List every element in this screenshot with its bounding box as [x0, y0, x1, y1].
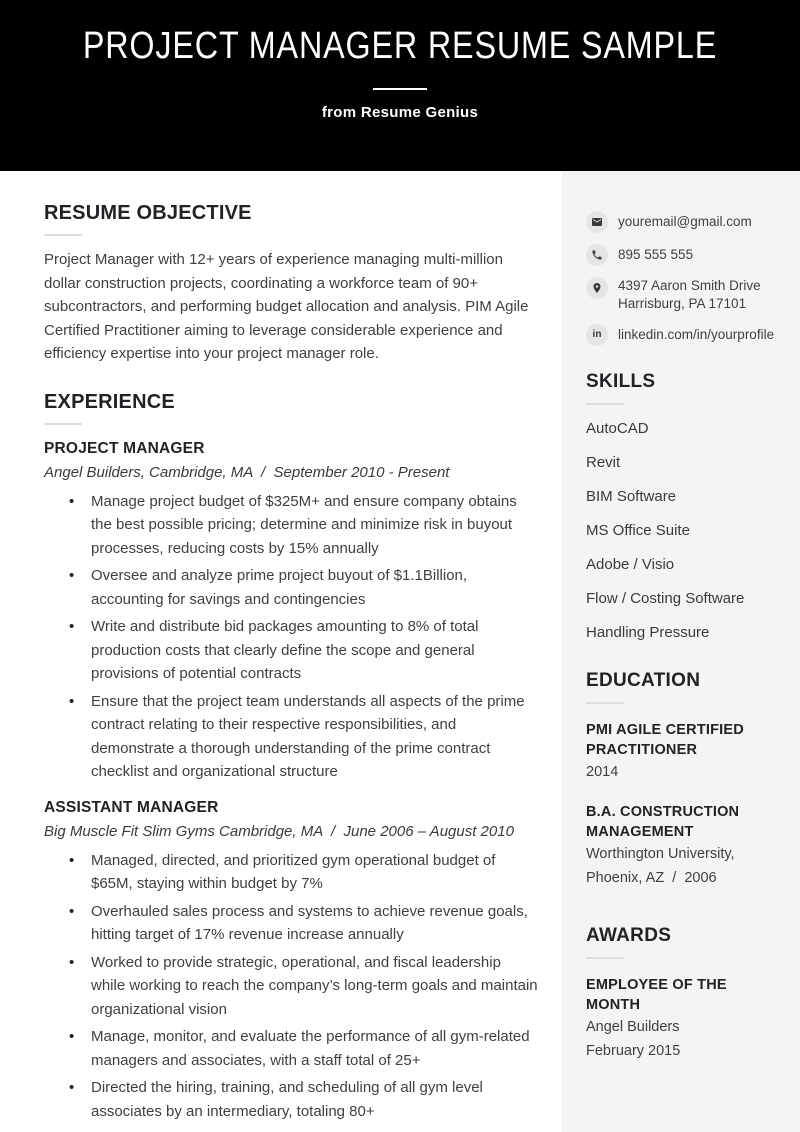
contact-linkedin: linkedin.com/in/yourprofile — [618, 327, 775, 342]
awards-heading: AWARDS — [586, 925, 672, 946]
job-bullet-list — [44, 849, 538, 1124]
section-resume-objective — [44, 201, 538, 366]
contact-phone: 895 555 555 — [618, 247, 694, 262]
heading-underline — [586, 957, 624, 959]
award-entry-detail: February 2015 — [586, 1043, 681, 1059]
education-heading: EDUCATION — [586, 670, 701, 691]
bullet-item: • Worked to provide strategic, operational, and fiscal leadership while working to reach the company’s long-term goals and maintain organizational vision — [91, 951, 538, 1022]
sidebar — [562, 171, 800, 1132]
contact-row-email — [586, 211, 782, 233]
main-column — [0, 171, 562, 1132]
linkedin-icon: in — [586, 324, 608, 346]
award-entry — [586, 975, 782, 1063]
skill-item: AutoCAD — [586, 420, 649, 437]
contact-row-linkedin — [586, 324, 782, 346]
job-bullet-list — [44, 490, 538, 784]
header-banner — [0, 0, 800, 171]
job-meta: Big Muscle Fit Slim Gyms Cambridge, MA / June 2006 – August 2010 — [44, 822, 514, 840]
phone-icon — [586, 244, 608, 266]
section-education — [586, 669, 782, 890]
skill-item: BIM Software — [586, 488, 677, 505]
bullet-item: • Write and distribute bid packages amounting to 8% of total production costs that clearly define the scope and general provisions of potential contracts — [91, 615, 538, 686]
location-pin-icon — [586, 277, 608, 299]
section-skills — [586, 370, 782, 643]
education-entry-title: PMI AGILE CERTIFIED PRACTITIONER — [586, 722, 744, 758]
education-entry-detail: Worthington University, — [586, 846, 735, 862]
contact-address — [618, 277, 761, 313]
skill-item: MS Office Suite — [586, 522, 690, 539]
heading-underline — [44, 234, 82, 236]
contact-email: youremail@gmail.com — [618, 214, 752, 229]
contact-address-line2: Harrisburg, PA 17101 — [618, 296, 747, 311]
education-entry — [586, 802, 782, 890]
bullet-item: • Oversee and analyze prime project buyout of $1.1Billion, accounting for savings and contingencies — [91, 564, 538, 611]
job-title: ASSISTANT MANAGER — [44, 798, 219, 816]
job-entry-project-manager — [44, 439, 538, 784]
bullet-item: • Manage project budget of $325M+ and ensure company obtains the best possible pricing; determine and minimize risk in buyout processes, reducing costs by 15% annually — [91, 490, 538, 561]
contact-row-phone — [586, 244, 782, 266]
award-entry-detail: Angel Builders — [586, 1019, 680, 1035]
skill-item: Flow / Costing Software — [586, 590, 745, 607]
skills-heading: SKILLS — [586, 371, 656, 392]
bullet-item: • Directed the hiring, training, and scheduling of all gym level associates by an intermediary, totaling 80+ — [91, 1076, 538, 1123]
job-meta: Angel Builders, Cambridge, MA / September 2010 - Present — [44, 463, 450, 481]
education-entry-detail: Phoenix, AZ / 2006 — [586, 870, 717, 886]
education-entry-detail: 2014 — [586, 764, 619, 780]
objective-heading: RESUME OBJECTIVE — [44, 202, 252, 224]
section-awards — [586, 924, 782, 1063]
skill-item: Handling Pressure — [586, 624, 710, 641]
section-experience — [44, 390, 538, 1124]
content-columns — [0, 171, 800, 1132]
contact-address-line1: 4397 Aaron Smith Drive — [618, 278, 761, 293]
skill-item: Revit — [586, 454, 621, 471]
email-icon — [586, 211, 608, 233]
contact-block — [586, 211, 782, 346]
job-entry-assistant-manager — [44, 798, 538, 1124]
award-entry-title: EMPLOYEE OF THE MONTH — [586, 977, 727, 1013]
header-subtitle: from Resume Genius — [321, 104, 479, 121]
job-title: PROJECT MANAGER — [44, 439, 205, 457]
contact-row-address — [586, 277, 782, 313]
bullet-item: • Managed, directed, and prioritized gym operational budget of $65M, staying within budget by 7% — [91, 849, 538, 896]
objective-text: Project Manager with 12+ years of experience managing multi-million dollar construction projects, coordinating a workforce team of 90+ subcontractors, and performing budget allocation and analysis. PIM Agile Certified Practitioner aiming to leverage considerable experience and efficiency expertise into your project manager role. — [44, 251, 529, 362]
skill-item: Adobe / Visio — [586, 556, 675, 573]
header-divider — [373, 88, 427, 90]
page-title: PROJECT MANAGER RESUME SAMPLE — [82, 25, 718, 67]
bullet-item: • Manage, monitor, and evaluate the performance of all gym-related managers and associates, with a staff total of 25+ — [91, 1025, 538, 1072]
heading-underline — [44, 423, 82, 425]
education-entry — [586, 720, 782, 784]
bullet-item: • Ensure that the project team understands all aspects of the prime contract relating to their respective responsibilities, and demonstrate a thorough understanding of the prime contract checklist and organizational structure — [91, 690, 538, 784]
heading-underline — [586, 702, 624, 704]
bullet-item: • Overhauled sales process and systems to achieve revenue goals, hitting target of 17% revenue increase annually — [91, 900, 538, 947]
experience-heading: EXPERIENCE — [44, 390, 175, 413]
heading-underline — [586, 403, 624, 405]
education-entry-title: B.A. CONSTRUCTION MANAGEMENT — [586, 804, 740, 840]
